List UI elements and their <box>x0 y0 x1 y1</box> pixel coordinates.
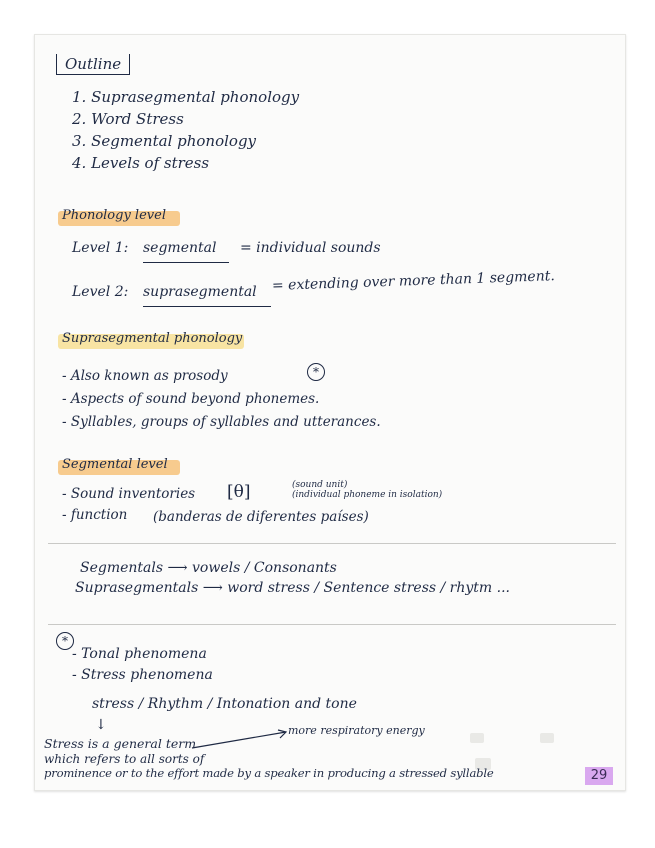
stress-rhythm-intonation-line: stress / Rhythm / Intonation and tone <box>92 696 357 712</box>
divider <box>48 624 616 625</box>
suprasegmental-item: - Aspects of sound beyond phonemes. <box>62 391 320 407</box>
divider <box>48 543 616 544</box>
asterisk-reference-icon: * <box>307 363 325 381</box>
theta-symbol: [θ] <box>227 482 251 502</box>
suprasegmental-item: - Also known as prosody <box>62 368 228 384</box>
outline-item: 2. Word Stress <box>72 110 184 128</box>
outline-item: 1. Suprasegmental phonology <box>72 88 300 106</box>
page-number: 29 <box>585 767 613 785</box>
stress-definition-line: prominence or to the effort made by a speaker in producing a stressed syllable <box>44 766 494 780</box>
outline-title: Outline <box>56 54 130 75</box>
bleed-through-mark <box>540 733 554 743</box>
stress-definition-line: Stress is a general term <box>44 736 197 751</box>
level-1-term: segmental <box>143 240 217 256</box>
asterisk-reference-icon: * <box>56 632 74 650</box>
section-heading-segmental: Segmental level <box>62 457 168 472</box>
section-heading-phonology-level: Phonology level <box>62 208 166 223</box>
level-1-prefix: Level 1: <box>72 240 129 256</box>
suprasegmentals-line: Suprasegmentals ⟶ word stress / Sentence stress / rhytm ... <box>75 580 511 596</box>
outline-item: 4. Levels of stress <box>72 154 210 172</box>
level-1-definition: = individual sounds <box>240 240 381 256</box>
stress-definition-line: which refers to all sorts of <box>44 752 205 766</box>
section-heading-suprasegmental: Suprasegmental phonology <box>62 331 243 346</box>
level-1-term-underline <box>143 262 229 263</box>
segmentals-line: Segmentals ⟶ vowels / Consonants <box>80 560 337 576</box>
sound-inventories-item: - Sound inventories <box>62 486 196 502</box>
down-arrow-icon: ↓ <box>95 717 107 733</box>
phoneme-isolation-note: (individual phoneme in isolation) <box>292 490 443 500</box>
sound-unit-note: (sound unit) <box>292 480 348 490</box>
function-item: - function <box>62 507 128 523</box>
level-2-prefix: Level 2: <box>72 284 129 300</box>
level-2-definition: = extending over more than 1 segment. <box>271 268 556 294</box>
level-2-term: suprasegmental <box>143 284 257 300</box>
stress-phenomena-item: - Stress phenomena <box>72 667 213 683</box>
tonal-phenomena-item: - Tonal phenomena <box>72 646 207 662</box>
respiratory-energy-note: more respiratory energy <box>288 724 425 737</box>
function-note: (banderas de diferentes países) <box>153 509 369 525</box>
level-2-term-underline <box>143 306 271 307</box>
bleed-through-mark <box>470 733 484 743</box>
outline-item: 3. Segmental phonology <box>72 132 257 150</box>
suprasegmental-item: - Syllables, groups of syllables and utterances. <box>62 414 381 430</box>
pointer-arrow-icon <box>190 728 290 750</box>
